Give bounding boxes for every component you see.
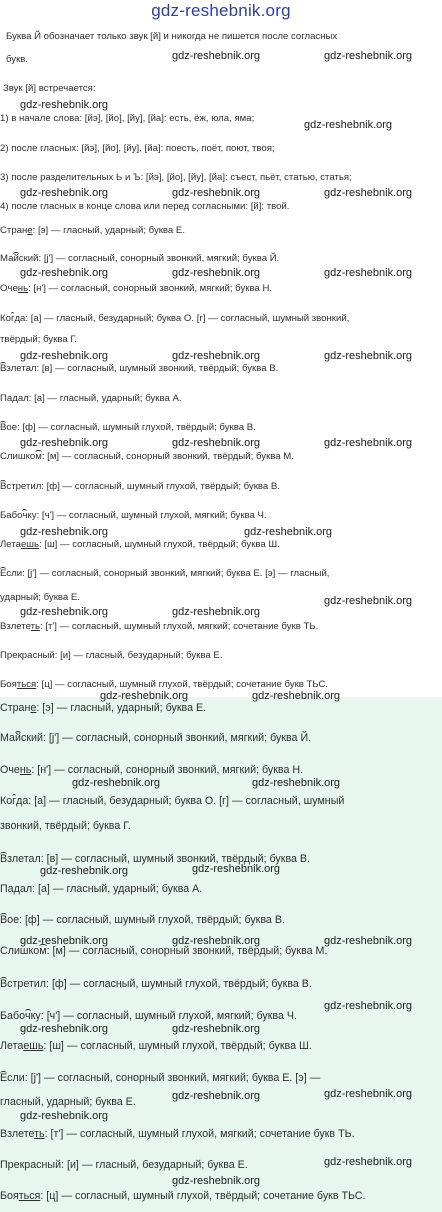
marked-letters: Е bbox=[0, 1072, 8, 1084]
marked-letters: ч bbox=[22, 510, 28, 521]
analysis-text: дал: [а] — гласный, ударный; буква А. bbox=[13, 883, 203, 895]
analysis-text: : [ш] — согласный, шумный глухой, твёрдый; буква Ш. bbox=[43, 1040, 312, 1052]
analysis-text: ударный; буква Е. bbox=[0, 592, 80, 603]
word-start: Стран bbox=[0, 702, 31, 714]
analysis-2-line bbox=[0, 1010, 297, 1022]
word-start: Боя bbox=[0, 679, 17, 690]
watermark: gdz-reshebnik.org bbox=[192, 863, 281, 875]
watermark: gdz-reshebnik.org bbox=[324, 1088, 413, 1100]
watermark: gdz-reshebnik.org bbox=[324, 187, 413, 199]
marked-letters: м bbox=[35, 451, 42, 462]
word-start: Стран bbox=[0, 225, 28, 236]
watermark: gdz-reshebnik.org bbox=[324, 935, 413, 947]
analysis-text: красный: [и] — гласный, безударный; буква Е. bbox=[17, 650, 223, 661]
analysis-text: ский: [j'] — согласный, сонорный звонкий, мягкий; буква Й. bbox=[18, 253, 280, 264]
analysis-text: сли: [j'] — согласный, сонорный звонкий, мягкий; буква Е. [э] — bbox=[7, 1072, 321, 1084]
analysis-text: : [т'] — согласный, шумный глухой, мягкий; сочетание букв ТЬ. bbox=[40, 621, 319, 632]
marked-letters: В bbox=[0, 853, 8, 865]
watermark: gdz-reshebnik.org bbox=[20, 935, 109, 947]
marked-letters: м bbox=[39, 945, 47, 957]
analysis-2-line bbox=[0, 795, 344, 807]
watermark: gdz-reshebnik.org bbox=[20, 187, 109, 199]
analysis-text: злетал: [в] — согласный, шумный звонкий, твёрдый; буква В. bbox=[6, 363, 279, 374]
analysis-text: : [м] — согласный, сонорный звонкий, твёрдый; буква М. bbox=[46, 945, 328, 957]
analysis-text: стретил: [ф] — согласный, шумный глухой, твёрдый; буква В. bbox=[7, 978, 312, 990]
watermark: gdz-reshebnik.org bbox=[100, 690, 189, 702]
analysis-2-line bbox=[0, 764, 303, 776]
analysis-text: : [м] — согласный, сонорный звонкий, твёрдый; буква М. bbox=[41, 451, 294, 462]
marked-letters: В bbox=[0, 363, 7, 374]
watermark: gdz-reshebnik.org bbox=[244, 526, 333, 538]
marked-letters: й bbox=[14, 732, 21, 744]
watermark: gdz-reshebnik.org bbox=[324, 595, 413, 607]
analysis-text: : [э] — гласный, ударный; буква Е. bbox=[36, 702, 207, 714]
word-start: Взлете bbox=[0, 621, 31, 632]
word-start: Бабо bbox=[0, 1010, 26, 1022]
analysis-1-line bbox=[0, 225, 185, 236]
marked-letters: В bbox=[0, 914, 8, 926]
marked-letters: г bbox=[12, 795, 17, 807]
rule-text-line-1: Буква Й обозначает только звук [й] и никогда не пишется после согласных bbox=[6, 31, 338, 42]
occurs-item-1: 1) в начале слова: [йэ], [йо], [йу], [йа]: есть, ёж, юла, яма; bbox=[0, 113, 255, 124]
analysis-text: ский: [j'] — согласный, сонорный звонкий, мягкий; буква Й. bbox=[20, 732, 312, 744]
analysis-text: ку: [ч'] — согласный, шумный глухой, мягкий; буква Ч. bbox=[30, 1010, 297, 1022]
watermark: gdz-reshebnik.org bbox=[40, 865, 129, 877]
analysis-1-line bbox=[0, 363, 278, 374]
analysis-1-line bbox=[0, 422, 256, 433]
watermark: gdz-reshebnik.org bbox=[172, 1090, 261, 1102]
word-start: Бабо bbox=[0, 510, 23, 521]
analysis-2-line bbox=[0, 1190, 365, 1202]
watermark: gdz-reshebnik.org bbox=[324, 1000, 413, 1012]
analysis-text: : [ц] — согласный, шумный глухой, твёрдый; сочетание букв ТЬС. bbox=[40, 1190, 366, 1202]
analysis-text: : [э] — гласный, ударный; буква Е. bbox=[32, 225, 185, 236]
word-start: Лета bbox=[0, 1040, 24, 1052]
analysis-text: дал: [а] — гласный, ударный; буква А. bbox=[12, 393, 182, 404]
watermark: gdz-reshebnik.org bbox=[172, 606, 261, 618]
watermark: gdz-reshebnik.org bbox=[252, 690, 341, 702]
watermark: gdz-reshebnik.org bbox=[20, 526, 109, 538]
marked-letters: ч bbox=[25, 1010, 31, 1022]
analysis-1-line bbox=[0, 283, 272, 294]
watermark: gdz-reshebnik.org bbox=[72, 777, 161, 789]
analysis-1-line bbox=[0, 650, 222, 661]
word-start: Ма bbox=[0, 253, 14, 264]
analysis-2-line bbox=[0, 1040, 312, 1052]
word-start: Оче bbox=[0, 283, 18, 294]
watermark: gdz-reshebnik.org bbox=[20, 437, 109, 449]
analysis-text: твёрдый; буква Г. bbox=[0, 334, 78, 345]
watermark: gdz-reshebnik.org bbox=[20, 99, 109, 111]
watermark: gdz-reshebnik.org bbox=[20, 350, 109, 362]
analysis-2-line bbox=[0, 1159, 248, 1171]
analysis-text: ое: [ф] — согласный, шумный глухой, твёрдый; буква В. bbox=[7, 914, 285, 926]
analysis-2-line bbox=[0, 820, 131, 832]
analysis-2-line bbox=[0, 1096, 136, 1108]
word-start: Ма bbox=[0, 732, 15, 744]
watermark: gdz-reshebnik.org bbox=[324, 1156, 413, 1168]
analysis-1-line bbox=[0, 253, 279, 264]
word-start: Ко bbox=[0, 313, 11, 324]
analysis-2-line bbox=[0, 1128, 355, 1140]
analysis-text: : [н'] — согласный, сонорный звонкий, мягкий; буква Н. bbox=[31, 764, 304, 776]
marked-letters: В bbox=[0, 481, 7, 492]
occurs-heading: Звук [й] встречается: bbox=[3, 83, 96, 94]
marked-letters: е bbox=[27, 225, 33, 236]
watermark: gdz-reshebnik.org bbox=[172, 1175, 261, 1187]
watermark: gdz-reshebnik.org bbox=[172, 437, 261, 449]
watermark: gdz-reshebnik.org bbox=[172, 267, 261, 279]
analysis-text: да: [а] — гласный, безударный; буква О. [г] — согласный, шумный звонкий, bbox=[14, 313, 350, 324]
word-start: Па bbox=[0, 393, 13, 404]
word-start: Взлете bbox=[0, 1128, 35, 1140]
marked-letters: ться bbox=[16, 679, 37, 690]
word-start: Пре bbox=[0, 650, 18, 661]
analysis-text: : [ц] — согласный, шумный глухой, твёрдый; сочетание букв ТЬС. bbox=[36, 679, 329, 690]
watermark: gdz-reshebnik.org bbox=[172, 50, 261, 62]
marked-letters: ть bbox=[34, 1128, 45, 1140]
analysis-1-line bbox=[0, 313, 349, 324]
analysis-text: да: [а] — гласный, безударный; буква О. [г] — согласный, шумный bbox=[16, 795, 345, 807]
analysis-text: ое: [ф] — согласный, шумный глухой, твёрдый; буква В. bbox=[6, 422, 256, 433]
watermark: gdz-reshebnik.org bbox=[304, 119, 393, 131]
watermark: gdz-reshebnik.org bbox=[20, 1110, 109, 1122]
word-start: Па bbox=[0, 883, 14, 895]
marked-letters: г bbox=[10, 313, 15, 324]
analysis-2-line bbox=[0, 883, 202, 895]
analysis-1-line bbox=[0, 679, 328, 690]
analysis-1-line bbox=[0, 539, 280, 550]
analysis-1-line bbox=[0, 393, 182, 404]
marked-letters: нь bbox=[17, 283, 29, 294]
marked-letters: нь bbox=[19, 764, 32, 776]
watermark: gdz-reshebnik.org bbox=[20, 1023, 109, 1035]
watermark: gdz-reshebnik.org bbox=[172, 1023, 261, 1035]
occurs-item-4: 4) после гласных в конце слова или перед согласными: [й]: твой. bbox=[0, 201, 290, 212]
marked-letters: ться bbox=[18, 1190, 41, 1202]
analysis-2-line bbox=[0, 702, 206, 714]
marked-letters: В bbox=[0, 422, 7, 433]
analysis-text: : [н'] — согласный, сонорный звонкий, мягкий; буква Н. bbox=[28, 283, 273, 294]
watermark: gdz-reshebnik.org bbox=[20, 606, 109, 618]
occurs-item-2: 2) после гласных: [йэ], [йо], [йу], [йа]: поесть, поёт, поют, твоя; bbox=[0, 143, 275, 154]
analysis-2-line bbox=[0, 978, 312, 990]
analysis-2-line bbox=[0, 732, 311, 744]
analysis-text: злетал: [в] — согласный, шумный звонкий, твёрдый; буква В. bbox=[7, 853, 311, 865]
word-start: Ко bbox=[0, 795, 13, 807]
analysis-1-line bbox=[0, 510, 267, 521]
analysis-text: гласный, ударный; буква Е. bbox=[0, 1096, 136, 1108]
watermark: gdz-reshebnik.org bbox=[172, 350, 261, 362]
analysis-1-line bbox=[0, 568, 329, 579]
analysis-text: : [ш] — согласный, шумный глухой, твёрдый; буква Ш. bbox=[38, 539, 280, 550]
marked-letters: ешь bbox=[23, 1040, 44, 1052]
analysis-text: красный: [и] — гласный, безударный; буква Е. bbox=[19, 1159, 248, 1171]
marked-letters: Е bbox=[0, 568, 7, 579]
watermark: gdz-reshebnik.org bbox=[324, 267, 413, 279]
marked-letters: е bbox=[30, 702, 37, 714]
analysis-text: ку: [ч'] — согласный, шумный глухой, мягкий; буква Ч. bbox=[27, 510, 267, 521]
marked-letters: ешь bbox=[20, 539, 39, 550]
rule-text-line-2: букв. bbox=[6, 54, 29, 65]
watermark: gdz-reshebnik.org bbox=[252, 777, 341, 789]
word-start: Оче bbox=[0, 764, 20, 776]
analysis-1-line bbox=[0, 451, 294, 462]
watermark: gdz-reshebnik.org bbox=[20, 267, 109, 279]
word-start: Слишко bbox=[0, 451, 36, 462]
analysis-1-line bbox=[0, 334, 77, 345]
analysis-text: : [т'] — согласный, шумный глухой, мягкий; сочетание букв ТЬ. bbox=[44, 1128, 355, 1140]
analysis-text: стретил: [ф] — согласный, шумный глухой, твёрдый; буква В. bbox=[6, 481, 280, 492]
word-start: Пре bbox=[0, 1159, 20, 1171]
watermark: gdz-reshebnik.org bbox=[172, 935, 261, 947]
word-start: Лета bbox=[0, 539, 21, 550]
word-start: Слишко bbox=[0, 945, 40, 957]
analysis-text: звонкий, твёрдый; буква Г. bbox=[0, 820, 131, 832]
marked-letters: й bbox=[13, 253, 19, 264]
marked-letters: ть bbox=[30, 621, 41, 632]
analysis-text: сли: [j'] — согласный, сонорный звонкий, мягкий; буква Е. [э] — гласный, bbox=[6, 568, 330, 579]
analysis-1-line bbox=[0, 621, 318, 632]
watermark: gdz-reshebnik.org bbox=[324, 350, 413, 362]
occurs-item-3: 3) после разделительных Ь и Ъ: [йэ], [йо], [йу], [йа]: съест, пьёт, статью, статья; bbox=[0, 172, 352, 183]
marked-letters: В bbox=[0, 978, 8, 990]
analysis-1-line bbox=[0, 481, 280, 492]
analysis-2-line bbox=[0, 1072, 320, 1084]
watermark: gdz-reshebnik.org bbox=[324, 50, 413, 62]
word-start: Боя bbox=[0, 1190, 19, 1202]
analysis-2-line bbox=[0, 914, 285, 926]
site-title[interactable]: gdz-reshebnik.org bbox=[151, 1, 291, 20]
analysis-1-line bbox=[0, 592, 80, 603]
watermark: gdz-reshebnik.org bbox=[172, 187, 261, 199]
watermark: gdz-reshebnik.org bbox=[324, 437, 413, 449]
